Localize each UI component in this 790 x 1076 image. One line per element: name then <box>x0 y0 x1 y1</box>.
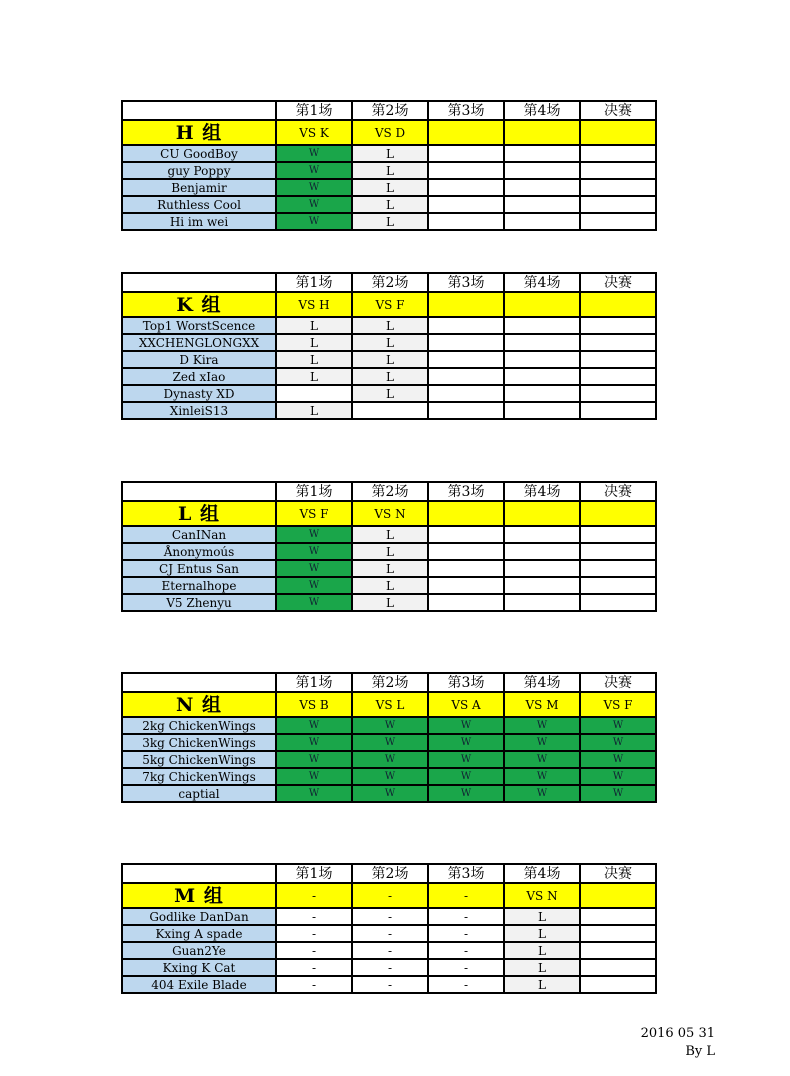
matchup-cell: - <box>352 883 428 908</box>
matchup-cell <box>428 292 504 317</box>
matchup-cell: VS B <box>276 692 352 717</box>
result-cell: L <box>276 351 352 368</box>
player-name: Top1 WorstScence <box>122 317 276 334</box>
result-cell <box>504 526 580 543</box>
result-cell: W <box>276 162 352 179</box>
player-row <box>122 751 656 768</box>
player-name: Kxing K Cat <box>122 959 276 976</box>
result-cell <box>276 385 352 402</box>
matchup-cell: VS F <box>276 501 352 526</box>
player-name: Hi im wei <box>122 213 276 230</box>
result-cell: W <box>276 785 352 802</box>
result-cell: - <box>352 976 428 993</box>
player-name: Benjamir <box>122 179 276 196</box>
round-header: 第2场 <box>352 673 428 692</box>
round-header: 第3场 <box>428 273 504 292</box>
player-name: 7kg ChickenWings <box>122 768 276 785</box>
player-row <box>122 526 656 543</box>
result-cell <box>580 543 656 560</box>
result-cell <box>504 385 580 402</box>
result-cell <box>580 162 656 179</box>
result-cell: W <box>276 526 352 543</box>
result-cell: W <box>276 768 352 785</box>
result-cell <box>580 959 656 976</box>
result-cell <box>580 196 656 213</box>
round-header: 第1场 <box>276 673 352 692</box>
footer-date: 2016 05 31 <box>640 1026 715 1041</box>
player-name: Guan2Ye <box>122 942 276 959</box>
result-cell <box>580 577 656 594</box>
result-cell: W <box>428 717 504 734</box>
result-cell: - <box>352 925 428 942</box>
group-table-2 <box>121 481 657 612</box>
result-cell: W <box>504 734 580 751</box>
result-cell: W <box>276 543 352 560</box>
group-name: M 组 <box>122 883 276 908</box>
result-cell: L <box>352 162 428 179</box>
result-cell: - <box>352 959 428 976</box>
result-cell <box>428 402 504 419</box>
result-cell: W <box>504 751 580 768</box>
player-row <box>122 717 656 734</box>
group-table-1 <box>121 272 657 420</box>
matchup-cell <box>504 120 580 145</box>
player-name: Kxing A spade <box>122 925 276 942</box>
player-name: CU GoodBoy <box>122 145 276 162</box>
result-cell <box>580 145 656 162</box>
matchup-cell: VS M <box>504 692 580 717</box>
result-cell <box>580 925 656 942</box>
result-cell: L <box>276 334 352 351</box>
result-cell <box>504 368 580 385</box>
player-row <box>122 162 656 179</box>
round-header: 第1场 <box>276 273 352 292</box>
result-cell <box>428 577 504 594</box>
result-cell: - <box>428 908 504 925</box>
matchup-cell <box>580 501 656 526</box>
header-blank-cell <box>122 673 276 692</box>
result-cell: W <box>504 717 580 734</box>
result-cell: L <box>352 577 428 594</box>
result-cell: L <box>352 351 428 368</box>
player-name: XinleiS13 <box>122 402 276 419</box>
player-row <box>122 402 656 419</box>
result-cell: W <box>580 785 656 802</box>
result-cell: W <box>276 717 352 734</box>
player-name: Eternalhope <box>122 577 276 594</box>
player-row <box>122 976 656 993</box>
result-cell <box>428 179 504 196</box>
result-cell: W <box>276 594 352 611</box>
player-name: 2kg ChickenWings <box>122 717 276 734</box>
player-row <box>122 734 656 751</box>
result-cell: - <box>276 908 352 925</box>
round-header: 第1场 <box>276 864 352 883</box>
result-cell <box>428 351 504 368</box>
result-cell: - <box>428 959 504 976</box>
matchup-cell <box>580 120 656 145</box>
player-name: Ruthless Cool <box>122 196 276 213</box>
round-header-row <box>122 273 656 292</box>
player-name: V5 Zhenyu <box>122 594 276 611</box>
result-cell: W <box>352 734 428 751</box>
result-cell: W <box>428 785 504 802</box>
result-cell: L <box>352 385 428 402</box>
result-cell: L <box>276 368 352 385</box>
result-cell <box>580 908 656 925</box>
player-row <box>122 543 656 560</box>
result-cell <box>428 543 504 560</box>
round-header-row <box>122 673 656 692</box>
result-cell <box>580 368 656 385</box>
result-cell: W <box>276 577 352 594</box>
result-cell <box>580 976 656 993</box>
result-cell: W <box>276 179 352 196</box>
player-row <box>122 560 656 577</box>
result-cell: L <box>352 560 428 577</box>
round-header: 决赛 <box>580 864 656 883</box>
result-cell <box>504 351 580 368</box>
result-cell <box>428 213 504 230</box>
result-cell: W <box>276 213 352 230</box>
result-cell <box>580 560 656 577</box>
group-title-row <box>122 292 656 317</box>
result-cell <box>428 368 504 385</box>
result-cell <box>504 594 580 611</box>
result-cell: W <box>276 196 352 213</box>
result-cell: W <box>428 734 504 751</box>
matchup-cell <box>580 292 656 317</box>
matchup-cell: VS F <box>580 692 656 717</box>
result-cell: - <box>276 942 352 959</box>
result-cell: L <box>504 925 580 942</box>
player-name: CJ Entus San <box>122 560 276 577</box>
result-cell: L <box>352 179 428 196</box>
result-cell <box>352 402 428 419</box>
matchup-cell: - <box>276 883 352 908</box>
result-cell <box>580 594 656 611</box>
player-name: guy Poppy <box>122 162 276 179</box>
matchup-cell: VS K <box>276 120 352 145</box>
result-cell: L <box>352 317 428 334</box>
result-cell <box>428 594 504 611</box>
header-blank-cell <box>122 273 276 292</box>
round-header: 第3场 <box>428 101 504 120</box>
result-cell: L <box>352 213 428 230</box>
result-cell <box>504 196 580 213</box>
matchup-cell: VS F <box>352 292 428 317</box>
result-cell: W <box>352 785 428 802</box>
result-cell <box>580 385 656 402</box>
round-header: 决赛 <box>580 673 656 692</box>
round-header-row <box>122 864 656 883</box>
result-cell <box>580 351 656 368</box>
result-cell: W <box>276 145 352 162</box>
group-title-row <box>122 120 656 145</box>
player-name: Ånonymoús <box>122 543 276 560</box>
matchup-cell: VS N <box>504 883 580 908</box>
footer-author: By L <box>685 1044 715 1059</box>
result-cell <box>504 402 580 419</box>
player-name: CanINan <box>122 526 276 543</box>
group-table-4 <box>121 863 657 994</box>
result-cell <box>504 317 580 334</box>
round-header: 第4场 <box>504 482 580 501</box>
result-cell <box>580 213 656 230</box>
header-blank-cell <box>122 482 276 501</box>
result-cell: W <box>428 751 504 768</box>
round-header-row <box>122 101 656 120</box>
round-header: 决赛 <box>580 482 656 501</box>
result-cell: W <box>580 717 656 734</box>
round-header: 第4场 <box>504 273 580 292</box>
matchup-cell: VS H <box>276 292 352 317</box>
result-cell: W <box>504 768 580 785</box>
result-cell: - <box>352 908 428 925</box>
result-cell: L <box>352 196 428 213</box>
player-row <box>122 368 656 385</box>
player-row <box>122 317 656 334</box>
round-header: 第2场 <box>352 864 428 883</box>
result-cell <box>504 577 580 594</box>
group-name: L 组 <box>122 501 276 526</box>
result-cell <box>428 385 504 402</box>
result-cell: L <box>504 942 580 959</box>
result-cell <box>504 334 580 351</box>
round-header: 第2场 <box>352 482 428 501</box>
player-row <box>122 768 656 785</box>
matchup-cell <box>504 501 580 526</box>
matchup-cell: VS L <box>352 692 428 717</box>
result-cell: L <box>352 594 428 611</box>
result-cell: L <box>352 334 428 351</box>
result-cell <box>580 402 656 419</box>
result-cell: L <box>352 368 428 385</box>
result-cell: L <box>352 543 428 560</box>
result-cell <box>580 317 656 334</box>
group-table-0 <box>121 100 657 231</box>
result-cell: W <box>352 768 428 785</box>
group-name: N 组 <box>122 692 276 717</box>
result-cell: W <box>352 717 428 734</box>
player-row <box>122 179 656 196</box>
result-cell: W <box>580 751 656 768</box>
player-row <box>122 213 656 230</box>
group-title-row <box>122 501 656 526</box>
result-cell: - <box>428 976 504 993</box>
matchup-cell <box>580 883 656 908</box>
player-name: 3kg ChickenWings <box>122 734 276 751</box>
result-cell: - <box>428 925 504 942</box>
matchup-cell: VS D <box>352 120 428 145</box>
result-cell: W <box>428 768 504 785</box>
result-cell: W <box>352 751 428 768</box>
result-cell <box>428 162 504 179</box>
player-row <box>122 959 656 976</box>
round-header: 决赛 <box>580 101 656 120</box>
matchup-cell <box>428 501 504 526</box>
player-row <box>122 908 656 925</box>
result-cell: W <box>580 734 656 751</box>
result-cell: - <box>352 942 428 959</box>
footer <box>641 1025 715 1061</box>
result-cell <box>504 213 580 230</box>
round-header-row <box>122 482 656 501</box>
result-cell: L <box>276 402 352 419</box>
round-header: 第4场 <box>504 864 580 883</box>
player-row <box>122 196 656 213</box>
result-cell <box>428 145 504 162</box>
result-cell <box>504 560 580 577</box>
group-title-row <box>122 883 656 908</box>
result-cell: L <box>352 526 428 543</box>
result-cell <box>504 543 580 560</box>
player-name: 404 Exile Blade <box>122 976 276 993</box>
group-name: K 组 <box>122 292 276 317</box>
matchup-cell <box>428 120 504 145</box>
player-row <box>122 925 656 942</box>
group-title-row <box>122 692 656 717</box>
result-cell <box>580 334 656 351</box>
player-row <box>122 385 656 402</box>
matchup-cell: - <box>428 883 504 908</box>
header-blank-cell <box>122 864 276 883</box>
result-cell <box>504 162 580 179</box>
result-cell: W <box>504 785 580 802</box>
group-table-3 <box>121 672 657 803</box>
result-cell: L <box>352 145 428 162</box>
round-header: 第3场 <box>428 864 504 883</box>
player-row <box>122 351 656 368</box>
result-cell: W <box>580 768 656 785</box>
round-header: 第3场 <box>428 673 504 692</box>
result-cell <box>580 942 656 959</box>
result-cell: - <box>428 942 504 959</box>
player-name: 5kg ChickenWings <box>122 751 276 768</box>
result-cell <box>580 179 656 196</box>
round-header: 第2场 <box>352 273 428 292</box>
result-cell <box>504 145 580 162</box>
player-name: captial <box>122 785 276 802</box>
result-cell: - <box>276 976 352 993</box>
player-row <box>122 785 656 802</box>
result-cell <box>504 179 580 196</box>
result-cell: W <box>276 734 352 751</box>
matchup-cell: VS A <box>428 692 504 717</box>
result-cell <box>428 526 504 543</box>
matchup-cell <box>504 292 580 317</box>
result-cell: W <box>276 751 352 768</box>
round-header: 第2场 <box>352 101 428 120</box>
round-header: 第1场 <box>276 101 352 120</box>
group-name: H 组 <box>122 120 276 145</box>
result-cell: W <box>276 560 352 577</box>
player-row <box>122 577 656 594</box>
round-header: 决赛 <box>580 273 656 292</box>
player-row <box>122 145 656 162</box>
player-name: Godlike DanDan <box>122 908 276 925</box>
result-cell: L <box>504 976 580 993</box>
matchup-cell: VS N <box>352 501 428 526</box>
result-cell <box>580 526 656 543</box>
result-cell: - <box>276 959 352 976</box>
player-row <box>122 334 656 351</box>
result-cell <box>428 317 504 334</box>
round-header: 第3场 <box>428 482 504 501</box>
result-cell <box>428 560 504 577</box>
player-name: Zed xIao <box>122 368 276 385</box>
round-header: 第1场 <box>276 482 352 501</box>
player-name: D Kira <box>122 351 276 368</box>
player-row <box>122 594 656 611</box>
result-cell <box>428 334 504 351</box>
round-header: 第4场 <box>504 673 580 692</box>
player-name: Dynasty XD <box>122 385 276 402</box>
header-blank-cell <box>122 101 276 120</box>
result-cell: - <box>276 925 352 942</box>
player-name: XXCHENGLONGXX <box>122 334 276 351</box>
result-cell <box>428 196 504 213</box>
result-cell: L <box>504 959 580 976</box>
round-header: 第4场 <box>504 101 580 120</box>
player-row <box>122 942 656 959</box>
result-cell: L <box>276 317 352 334</box>
result-cell: L <box>504 908 580 925</box>
